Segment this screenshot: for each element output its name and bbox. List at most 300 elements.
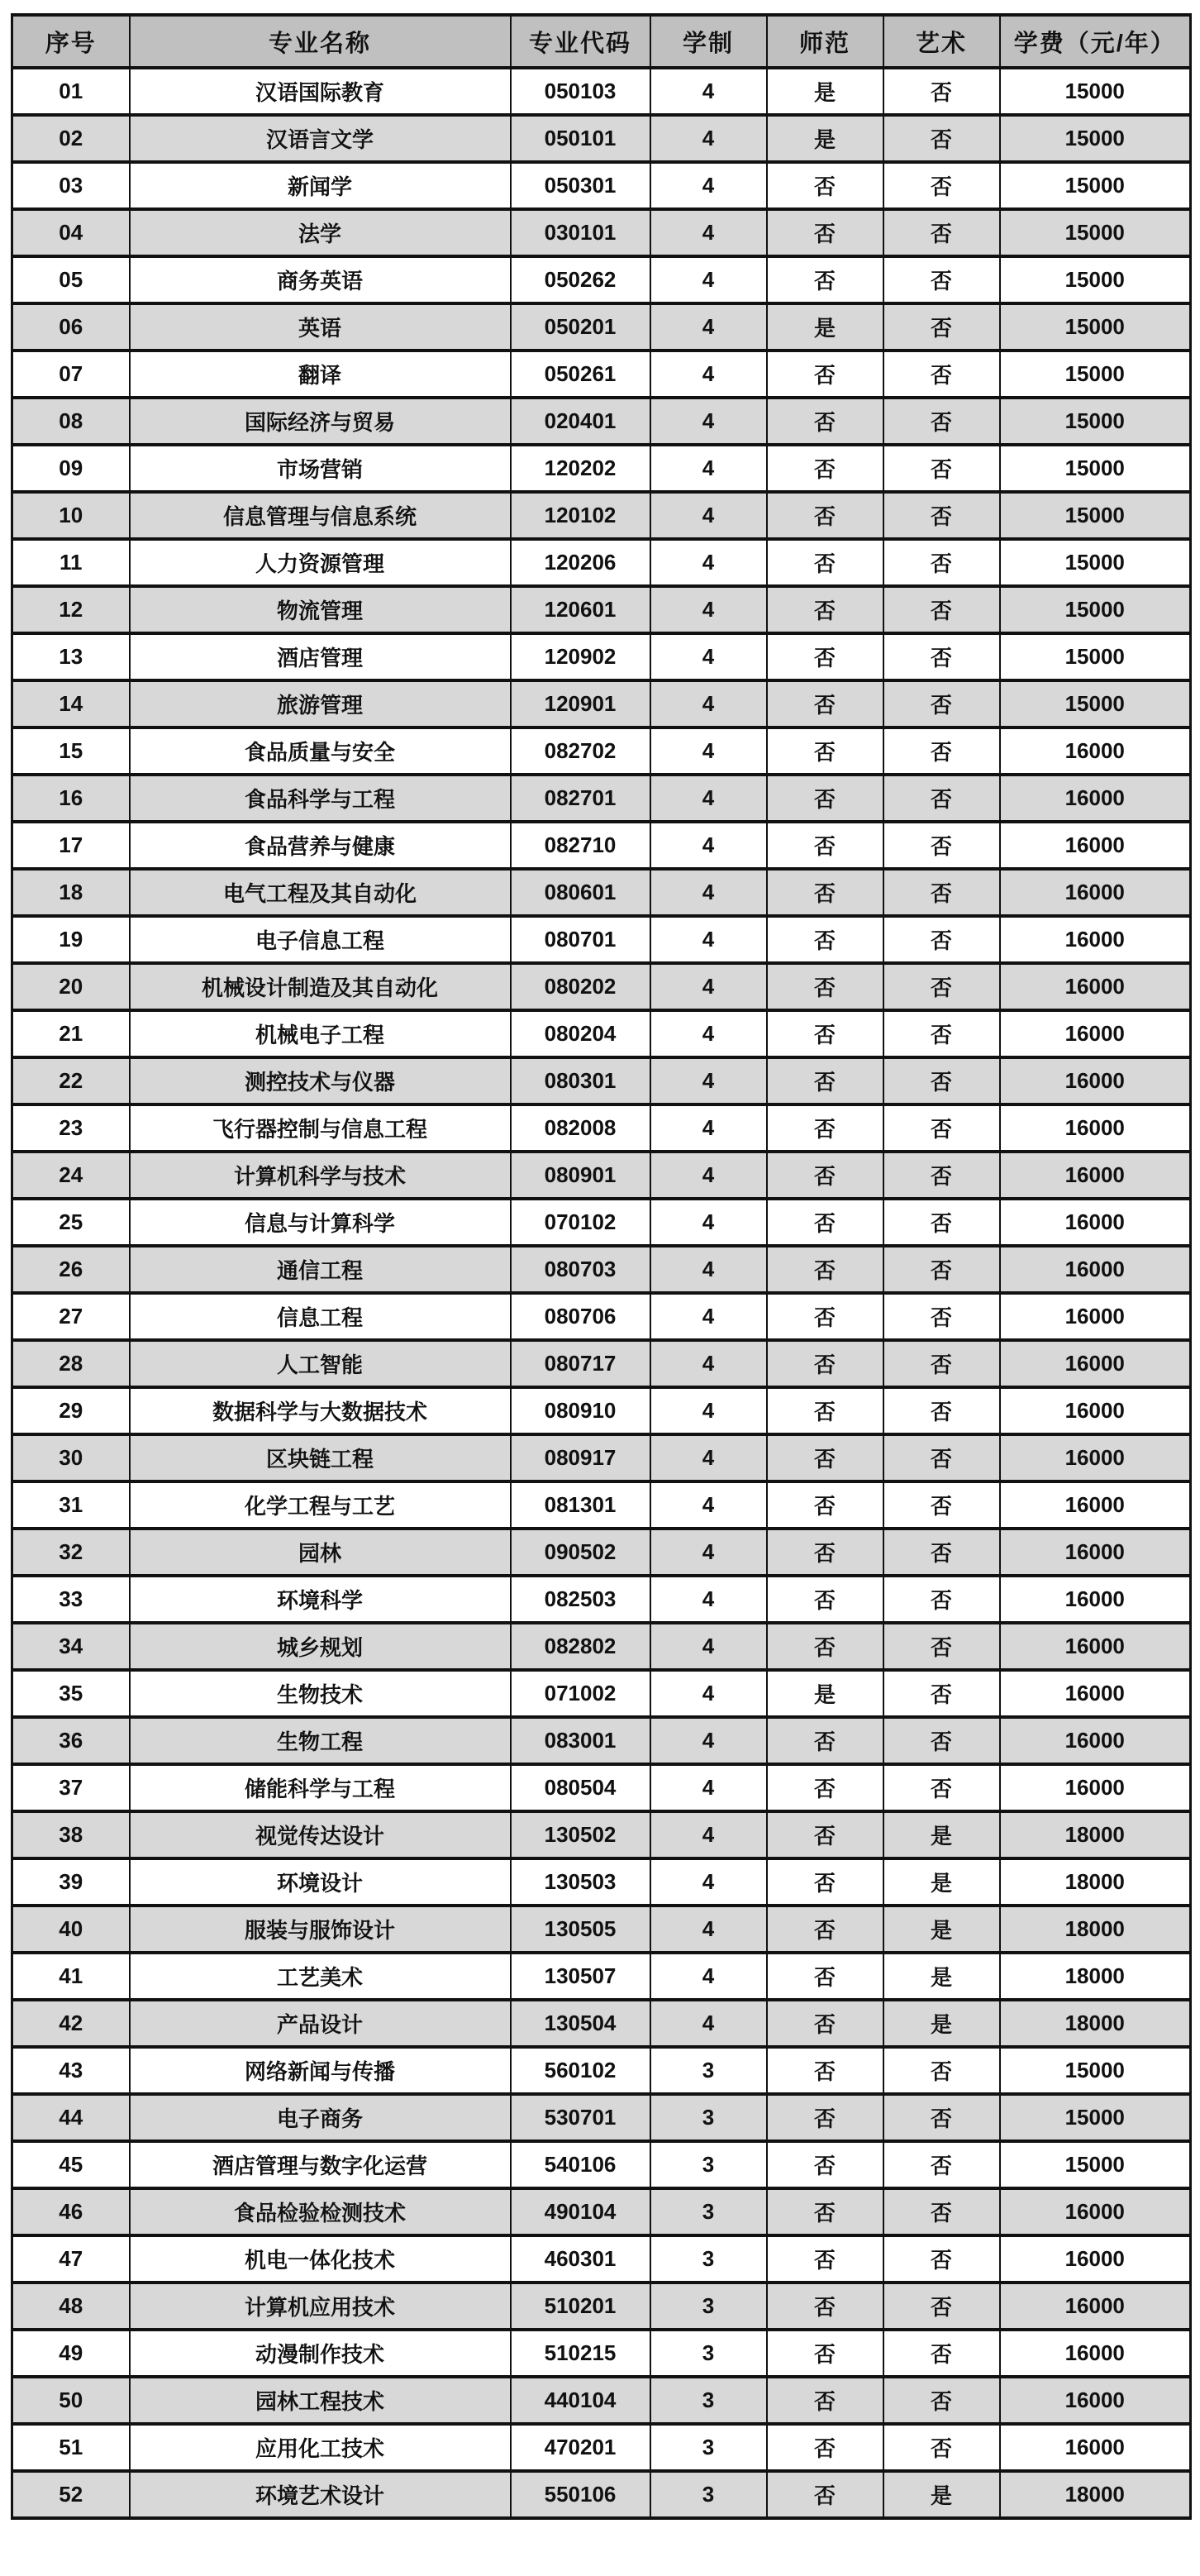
cell-duration: 4: [650, 1576, 767, 1623]
cell-major-name: 区块链工程: [130, 1434, 511, 1481]
cell-major-code: 130503: [511, 1858, 650, 1906]
cell-normal: 否: [767, 162, 883, 209]
cell-tuition: 15000: [1000, 351, 1191, 398]
table-row: [12, 1152, 1191, 1199]
cell-major-code: 130502: [511, 1811, 650, 1858]
cell-art: 是: [883, 1906, 1000, 1953]
cell-index: 18: [12, 869, 130, 916]
cell-duration: 4: [650, 1906, 767, 1953]
cell-major-name: 生物技术: [130, 1670, 511, 1717]
cell-index: 46: [12, 2188, 130, 2235]
cell-index: 43: [12, 2047, 130, 2094]
cell-normal: 是: [767, 68, 883, 115]
cell-duration: 4: [650, 1199, 767, 1246]
table-row: [12, 916, 1191, 963]
cell-art: 否: [883, 822, 1000, 869]
table-row: [12, 1246, 1191, 1293]
cell-art: 否: [883, 2188, 1000, 2235]
table-row: [12, 1293, 1191, 1340]
cell-tuition: 16000: [1000, 1670, 1191, 1717]
cell-art: 否: [883, 1293, 1000, 1340]
table-row: [12, 963, 1191, 1010]
cell-art: 否: [883, 162, 1000, 209]
cell-duration: 4: [650, 916, 767, 963]
cell-index: 15: [12, 727, 130, 775]
cell-art: 否: [883, 445, 1000, 492]
cell-index: 08: [12, 398, 130, 445]
table-row: [12, 351, 1191, 398]
table-row: [12, 1057, 1191, 1104]
cell-major-code: 050101: [511, 115, 650, 162]
cell-major-code: 082802: [511, 1623, 650, 1670]
cell-art: 否: [883, 963, 1000, 1010]
table-row: [12, 2424, 1191, 2471]
cell-normal: 否: [767, 916, 883, 963]
cell-major-code: 081301: [511, 1481, 650, 1529]
cell-tuition: 18000: [1000, 1953, 1191, 2000]
cell-index: 10: [12, 492, 130, 539]
cell-art: 否: [883, 68, 1000, 115]
cell-major-name: 通信工程: [130, 1246, 511, 1293]
cell-major-code: 050261: [511, 351, 650, 398]
cell-index: 02: [12, 115, 130, 162]
cell-major-name: 英语: [130, 303, 511, 351]
cell-duration: 4: [650, 1057, 767, 1104]
cell-tuition: 15000: [1000, 539, 1191, 586]
cell-major-name: 园林: [130, 1529, 511, 1576]
cell-tuition: 16000: [1000, 963, 1191, 1010]
table-row: [12, 539, 1191, 586]
cell-duration: 4: [650, 1670, 767, 1717]
cell-tuition: 18000: [1000, 2000, 1191, 2047]
cell-major-name: 应用化工技术: [130, 2424, 511, 2471]
cell-art: 否: [883, 775, 1000, 822]
cell-tuition: 16000: [1000, 1246, 1191, 1293]
cell-duration: 4: [650, 492, 767, 539]
cell-art: 否: [883, 916, 1000, 963]
cell-duration: 3: [650, 2283, 767, 2330]
table-header-row: [12, 15, 1191, 68]
cell-major-code: 050262: [511, 256, 650, 303]
cell-duration: 3: [650, 2141, 767, 2188]
cell-index: 39: [12, 1858, 130, 1906]
cell-major-code: 082503: [511, 1576, 650, 1623]
cell-normal: 否: [767, 869, 883, 916]
cell-major-name: 计算机科学与技术: [130, 1152, 511, 1199]
cell-duration: 4: [650, 727, 767, 775]
cell-major-name: 环境科学: [130, 1576, 511, 1623]
cell-art: 否: [883, 1717, 1000, 1764]
cell-normal: 否: [767, 445, 883, 492]
cell-tuition: 16000: [1000, 1623, 1191, 1670]
cell-major-name: 信息工程: [130, 1293, 511, 1340]
cell-major-code: 080701: [511, 916, 650, 963]
cell-index: 06: [12, 303, 130, 351]
cell-normal: 否: [767, 1623, 883, 1670]
col-header-tuition: 学费（元/年）: [1000, 15, 1191, 68]
cell-major-code: 082701: [511, 775, 650, 822]
cell-tuition: 15000: [1000, 492, 1191, 539]
cell-major-name: 酒店管理: [130, 633, 511, 680]
cell-normal: 否: [767, 1199, 883, 1246]
cell-major-code: 090502: [511, 1529, 650, 1576]
cell-major-name: 飞行器控制与信息工程: [130, 1104, 511, 1152]
cell-major-name: 汉语言文学: [130, 115, 511, 162]
cell-tuition: 15000: [1000, 2047, 1191, 2094]
cell-major-name: 信息管理与信息系统: [130, 492, 511, 539]
cell-index: 49: [12, 2330, 130, 2377]
cell-index: 22: [12, 1057, 130, 1104]
cell-major-name: 食品质量与安全: [130, 727, 511, 775]
cell-index: 05: [12, 256, 130, 303]
cell-major-name: 计算机应用技术: [130, 2283, 511, 2330]
cell-tuition: 15000: [1000, 303, 1191, 351]
cell-major-code: 130504: [511, 2000, 650, 2047]
cell-major-code: 130507: [511, 1953, 650, 2000]
cell-index: 28: [12, 1340, 130, 1387]
cell-major-code: 490104: [511, 2188, 650, 2235]
cell-tuition: 16000: [1000, 1057, 1191, 1104]
cell-major-name: 市场营销: [130, 445, 511, 492]
cell-normal: 否: [767, 1717, 883, 1764]
cell-duration: 4: [650, 209, 767, 256]
cell-normal: 否: [767, 963, 883, 1010]
cell-duration: 4: [650, 1623, 767, 1670]
cell-duration: 4: [650, 1953, 767, 2000]
cell-normal: 否: [767, 1576, 883, 1623]
cell-major-name: 食品营养与健康: [130, 822, 511, 869]
majors-table: [11, 13, 1192, 2520]
cell-tuition: 16000: [1000, 2235, 1191, 2283]
cell-normal: 否: [767, 492, 883, 539]
cell-art: 否: [883, 1152, 1000, 1199]
table-row: [12, 209, 1191, 256]
cell-tuition: 16000: [1000, 1152, 1191, 1199]
cell-duration: 3: [650, 2424, 767, 2471]
cell-major-code: 470201: [511, 2424, 650, 2471]
cell-index: 13: [12, 633, 130, 680]
cell-major-name: 国际经济与贸易: [130, 398, 511, 445]
cell-normal: 否: [767, 2094, 883, 2141]
cell-art: 否: [883, 492, 1000, 539]
table-row: [12, 1764, 1191, 1811]
cell-major-name: 储能科学与工程: [130, 1764, 511, 1811]
cell-normal: 否: [767, 209, 883, 256]
table-row: [12, 633, 1191, 680]
cell-major-name: 食品科学与工程: [130, 775, 511, 822]
cell-duration: 3: [650, 2330, 767, 2377]
cell-major-name: 电子信息工程: [130, 916, 511, 963]
table-row: [12, 2235, 1191, 2283]
cell-major-name: 测控技术与仪器: [130, 1057, 511, 1104]
cell-major-code: 050201: [511, 303, 650, 351]
col-header-duration: 学制: [650, 15, 767, 68]
cell-tuition: 16000: [1000, 2377, 1191, 2424]
cell-art: 否: [883, 2283, 1000, 2330]
cell-index: 32: [12, 1529, 130, 1576]
cell-normal: 是: [767, 1670, 883, 1717]
cell-major-code: 120206: [511, 539, 650, 586]
table-row: [12, 492, 1191, 539]
table-body: [12, 68, 1191, 2518]
cell-index: 41: [12, 1953, 130, 2000]
table-row: [12, 2330, 1191, 2377]
cell-tuition: 16000: [1000, 1717, 1191, 1764]
cell-index: 20: [12, 963, 130, 1010]
cell-index: 40: [12, 1906, 130, 1953]
table-row: [12, 822, 1191, 869]
cell-duration: 4: [650, 1434, 767, 1481]
cell-normal: 否: [767, 1104, 883, 1152]
table-row: [12, 1010, 1191, 1057]
cell-art: 否: [883, 303, 1000, 351]
table-row: [12, 1434, 1191, 1481]
cell-duration: 4: [650, 115, 767, 162]
cell-normal: 否: [767, 256, 883, 303]
cell-normal: 否: [767, 2188, 883, 2235]
cell-normal: 否: [767, 351, 883, 398]
table-row: [12, 1858, 1191, 1906]
cell-art: 否: [883, 209, 1000, 256]
cell-normal: 否: [767, 2471, 883, 2518]
cell-major-code: 080202: [511, 963, 650, 1010]
cell-index: 12: [12, 586, 130, 633]
cell-duration: 4: [650, 445, 767, 492]
cell-duration: 3: [650, 2094, 767, 2141]
cell-art: 否: [883, 1104, 1000, 1152]
cell-normal: 否: [767, 727, 883, 775]
cell-index: 31: [12, 1481, 130, 1529]
cell-index: 03: [12, 162, 130, 209]
table-row: [12, 1387, 1191, 1434]
cell-art: 否: [883, 1387, 1000, 1434]
cell-art: 否: [883, 2047, 1000, 2094]
cell-normal: 否: [767, 1057, 883, 1104]
cell-tuition: 15000: [1000, 68, 1191, 115]
cell-index: 11: [12, 539, 130, 586]
cell-duration: 4: [650, 1010, 767, 1057]
table-row: [12, 2471, 1191, 2518]
cell-major-name: 信息与计算科学: [130, 1199, 511, 1246]
cell-duration: 4: [650, 351, 767, 398]
cell-tuition: 16000: [1000, 1199, 1191, 1246]
cell-index: 34: [12, 1623, 130, 1670]
cell-normal: 否: [767, 1529, 883, 1576]
cell-index: 07: [12, 351, 130, 398]
cell-index: 42: [12, 2000, 130, 2047]
table-row: [12, 303, 1191, 351]
table-row: [12, 1199, 1191, 1246]
cell-art: 否: [883, 2141, 1000, 2188]
cell-major-name: 动漫制作技术: [130, 2330, 511, 2377]
cell-art: 是: [883, 2471, 1000, 2518]
cell-major-name: 城乡规划: [130, 1623, 511, 1670]
cell-major-name: 网络新闻与传播: [130, 2047, 511, 2094]
cell-major-code: 080917: [511, 1434, 650, 1481]
table-row: [12, 1717, 1191, 1764]
cell-index: 24: [12, 1152, 130, 1199]
cell-major-name: 服装与服饰设计: [130, 1906, 511, 1953]
cell-duration: 4: [650, 539, 767, 586]
cell-art: 否: [883, 1576, 1000, 1623]
cell-duration: 4: [650, 1387, 767, 1434]
cell-art: 是: [883, 1858, 1000, 1906]
cell-duration: 4: [650, 398, 767, 445]
cell-art: 否: [883, 1246, 1000, 1293]
cell-normal: 否: [767, 2424, 883, 2471]
cell-index: 37: [12, 1764, 130, 1811]
cell-normal: 否: [767, 2047, 883, 2094]
cell-index: 44: [12, 2094, 130, 2141]
cell-tuition: 16000: [1000, 1104, 1191, 1152]
cell-major-code: 530701: [511, 2094, 650, 2141]
cell-normal: 否: [767, 1481, 883, 1529]
cell-duration: 4: [650, 162, 767, 209]
cell-duration: 4: [650, 1340, 767, 1387]
cell-duration: 4: [650, 1529, 767, 1576]
cell-major-code: 050301: [511, 162, 650, 209]
col-header-index: 序号: [12, 15, 130, 68]
cell-index: 51: [12, 2424, 130, 2471]
cell-tuition: 16000: [1000, 2283, 1191, 2330]
cell-index: 35: [12, 1670, 130, 1717]
cell-tuition: 16000: [1000, 1764, 1191, 1811]
cell-major-code: 071002: [511, 1670, 650, 1717]
cell-major-name: 新闻学: [130, 162, 511, 209]
cell-tuition: 16000: [1000, 2330, 1191, 2377]
cell-index: 14: [12, 680, 130, 727]
cell-duration: 4: [650, 303, 767, 351]
cell-tuition: 18000: [1000, 1858, 1191, 1906]
cell-tuition: 16000: [1000, 1576, 1191, 1623]
cell-major-code: 510215: [511, 2330, 650, 2377]
cell-duration: 4: [650, 1858, 767, 1906]
cell-normal: 否: [767, 2235, 883, 2283]
cell-index: 33: [12, 1576, 130, 1623]
cell-tuition: 16000: [1000, 916, 1191, 963]
cell-tuition: 15000: [1000, 445, 1191, 492]
cell-major-code: 460301: [511, 2235, 650, 2283]
cell-normal: 否: [767, 1906, 883, 1953]
table-row: [12, 162, 1191, 209]
cell-major-code: 050103: [511, 68, 650, 115]
cell-normal: 否: [767, 1246, 883, 1293]
cell-tuition: 18000: [1000, 1906, 1191, 1953]
cell-tuition: 18000: [1000, 1811, 1191, 1858]
cell-normal: 是: [767, 115, 883, 162]
cell-tuition: 18000: [1000, 2471, 1191, 2518]
table-row: [12, 1340, 1191, 1387]
table-row: [12, 2094, 1191, 2141]
cell-index: 27: [12, 1293, 130, 1340]
cell-normal: 否: [767, 2330, 883, 2377]
cell-index: 16: [12, 775, 130, 822]
table-row: [12, 1529, 1191, 1576]
cell-major-code: 082008: [511, 1104, 650, 1152]
cell-tuition: 15000: [1000, 398, 1191, 445]
cell-index: 45: [12, 2141, 130, 2188]
cell-art: 否: [883, 539, 1000, 586]
cell-duration: 4: [650, 1152, 767, 1199]
cell-major-name: 机械设计制造及其自动化: [130, 963, 511, 1010]
cell-major-name: 工艺美术: [130, 1953, 511, 2000]
cell-tuition: 15000: [1000, 162, 1191, 209]
cell-duration: 4: [650, 68, 767, 115]
cell-index: 17: [12, 822, 130, 869]
cell-major-name: 商务英语: [130, 256, 511, 303]
cell-normal: 否: [767, 680, 883, 727]
cell-major-name: 视觉传达设计: [130, 1811, 511, 1858]
cell-index: 36: [12, 1717, 130, 1764]
cell-duration: 4: [650, 2000, 767, 2047]
cell-tuition: 16000: [1000, 775, 1191, 822]
cell-art: 否: [883, 1199, 1000, 1246]
table-row: [12, 2283, 1191, 2330]
cell-art: 是: [883, 1953, 1000, 2000]
cell-normal: 否: [767, 586, 883, 633]
cell-art: 否: [883, 2094, 1000, 2141]
cell-art: 是: [883, 2000, 1000, 2047]
col-header-art: 艺术: [883, 15, 1000, 68]
cell-duration: 4: [650, 1811, 767, 1858]
cell-major-code: 540106: [511, 2141, 650, 2188]
cell-duration: 4: [650, 1481, 767, 1529]
cell-major-code: 080504: [511, 1764, 650, 1811]
cell-normal: 否: [767, 1010, 883, 1057]
table-row: [12, 1906, 1191, 1953]
cell-major-name: 法学: [130, 209, 511, 256]
cell-major-name: 汉语国际教育: [130, 68, 511, 115]
cell-tuition: 15000: [1000, 2094, 1191, 2141]
cell-major-code: 120601: [511, 586, 650, 633]
cell-major-code: 080901: [511, 1152, 650, 1199]
table-row: [12, 2377, 1191, 2424]
cell-tuition: 16000: [1000, 1010, 1191, 1057]
cell-major-code: 130505: [511, 1906, 650, 1953]
cell-tuition: 16000: [1000, 1529, 1191, 1576]
cell-normal: 否: [767, 1152, 883, 1199]
table-row: [12, 1953, 1191, 2000]
cell-art: 否: [883, 2377, 1000, 2424]
cell-art: 否: [883, 398, 1000, 445]
cell-major-code: 120902: [511, 633, 650, 680]
table-row: [12, 2141, 1191, 2188]
cell-major-name: 环境设计: [130, 1858, 511, 1906]
cell-tuition: 16000: [1000, 1293, 1191, 1340]
cell-duration: 4: [650, 1104, 767, 1152]
cell-duration: 3: [650, 2235, 767, 2283]
cell-normal: 否: [767, 2000, 883, 2047]
cell-art: 否: [883, 1057, 1000, 1104]
cell-normal: 否: [767, 1858, 883, 1906]
cell-major-code: 080706: [511, 1293, 650, 1340]
cell-normal: 否: [767, 1293, 883, 1340]
cell-duration: 3: [650, 2377, 767, 2424]
cell-normal: 否: [767, 633, 883, 680]
cell-major-code: 070102: [511, 1199, 650, 1246]
cell-index: 50: [12, 2377, 130, 2424]
table-row: [12, 256, 1191, 303]
cell-normal: 否: [767, 1811, 883, 1858]
cell-art: 否: [883, 1670, 1000, 1717]
cell-major-name: 生物工程: [130, 1717, 511, 1764]
cell-art: 否: [883, 633, 1000, 680]
table-row: [12, 1576, 1191, 1623]
cell-art: 否: [883, 1434, 1000, 1481]
cell-normal: 否: [767, 1387, 883, 1434]
cell-duration: 4: [650, 1246, 767, 1293]
cell-tuition: 15000: [1000, 256, 1191, 303]
